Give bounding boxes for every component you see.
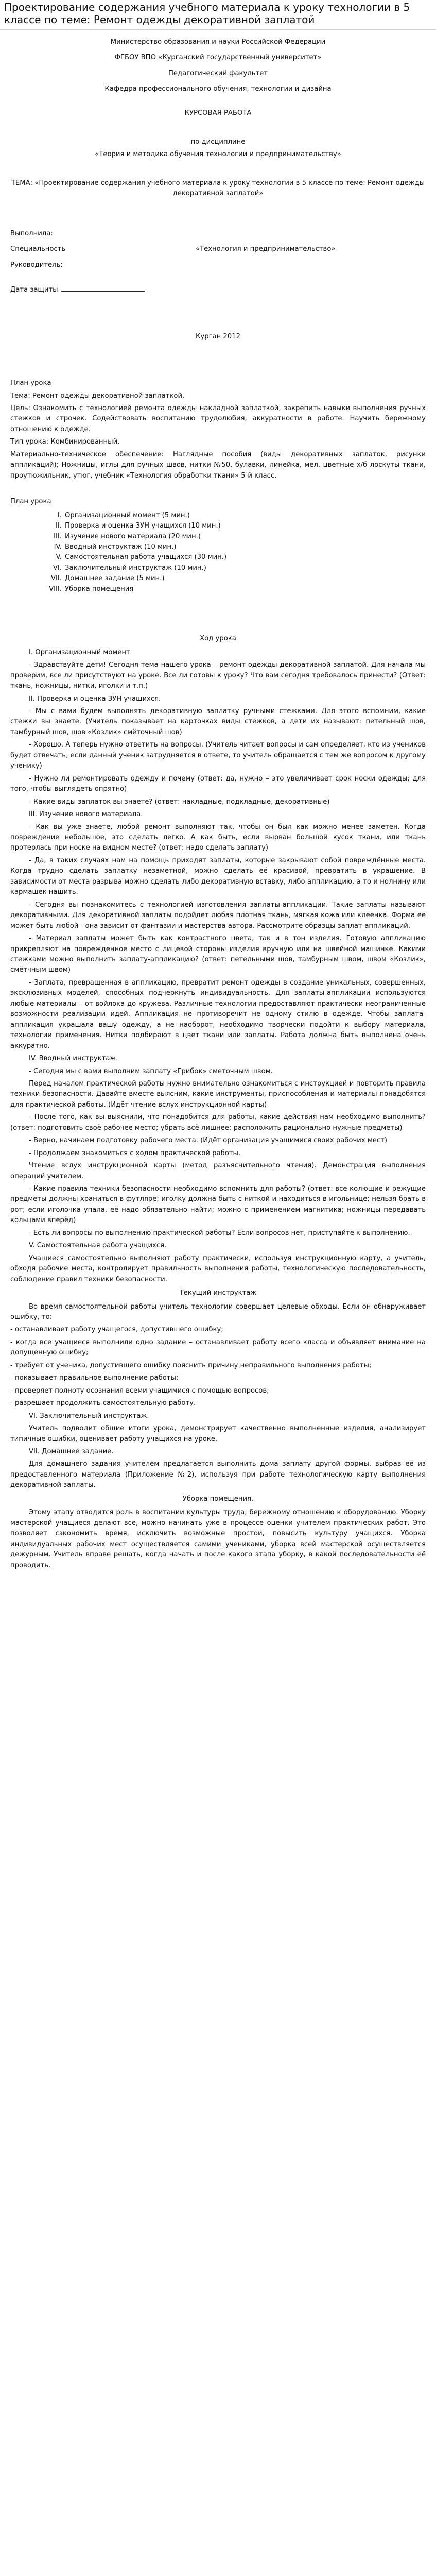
lesson-type: Тип урока: Комбинированный. xyxy=(10,438,120,446)
section-heading: IV. Вводный инструктаж. xyxy=(29,1055,118,1063)
paragraph: - Верно, начинаем подготовку рабочего места. (Идёт организация учащимися своих рабочих мест) xyxy=(29,1137,387,1145)
paragraph: Чтение вслух инструкционной карты (метод разъяснительного чтения). Демонстрация выполнения операций учителем. xyxy=(10,1162,426,1180)
list-item: - проверяет полноту осознания всеми учащимися с помощью вопросов; xyxy=(10,1386,269,1395)
department-name: Кафедра профессионального обучения, технологии и дизайна xyxy=(104,85,332,93)
list-item: VI. Заключительный инструктаж (10 мин.) xyxy=(53,564,206,572)
defense-date-row xyxy=(10,284,426,295)
paragraph: - Хорошо. А теперь нужно ответить на вопросы. (Учитель читает вопросы и сам определяет, кто из учеников будет отвечать, если данный ученик затрудняется в ответе, то учитель обращается с тем же вопросом к другому ученику) xyxy=(10,741,426,770)
plan-list xyxy=(10,511,426,595)
paragraph: Этому этапу отводится роль в воспитании культуры труда, бережному отношению к оборудованию. Уборку мастерской учащиеся делают все, можно начинать уже в процессе оценки учителем практических работ. Это позволяет сэкономить время, исключить возможные простои, повысить культуру учащихся. Уборка индивидуальных рабочих мест осуществляется самими учениками, уборка всей мастерской осуществляется дежурным. Учитель вправе решать, когда начать и после какого этапа уборку, в какой последовательности её проводить. xyxy=(10,1509,426,1569)
plan-section xyxy=(10,497,426,595)
paragraph: - Заплата, превращенная в аппликацию, превратит ремонт одежды в создание уникальных, совершенных, эксклюзивных моделей, способных подчеркнуть индивидуальность. Для заплаты-аппликации используются любые материалы – от войлока до кружева. Различные технологии предоставляют практически неограниченные возможности реализации идей. Аппликация не противоречит не одному стилю в одежде. Чтобы заплата-аппликация украшала вашу одежду, а не наоборот, необходимо творчески подойти к выбору материала, технологии применения. Нитки подбирают в цвет ткани или заплаты. Работа должна быть выполнена очень аккуратно. xyxy=(10,978,426,1050)
specialty-value: «Технология и предпринимательство» xyxy=(196,245,336,253)
paragraph: Перед началом практической работы нужно внимательно ознакомиться с инструкцией и повторить правила техники безопасности. Давайте вместе выясним, какие инструменты, приспособления и материалы понадобятся для практической работы. (Идёт чтение вслух инструкционной карты) xyxy=(10,1079,426,1109)
plan-heading: План урока xyxy=(10,498,51,506)
faculty-name: Педагогический факультет xyxy=(168,69,268,77)
list-item: - требует от ученика, допустившего ошибку пояснить причину неправильного выполнения работы; xyxy=(10,1361,372,1369)
lesson-plan-info xyxy=(10,378,426,481)
paragraph: - Материал заплаты может быть как контрастного цвета, так и в тон изделия. Готовую аппликацию прикрепляют на поврежденное место с лицевой стороны изделия вручную или на швейной машинке. Какими стежками можно выполнить заплату-аппликацию? (ответ: петельными шов, тамбурным швом, швом «Козлик», смётчным швом) xyxy=(10,935,426,974)
supervisor-label: Руководитель: xyxy=(10,261,63,269)
list-item: - разрешает продолжить самостоятельную работу. xyxy=(10,1399,196,1408)
paragraph: - Продолжаем знакомиться с ходом практической работы. xyxy=(29,1149,241,1157)
paragraph: - Сегодня вы познакомитесь с технологией изготовления заплаты-аппликации. Такие заплаты называют декоративными. Для декоративной заплаты подойдет любая плотная ткань, мягкая кожа или клеенка. Форма ее может быть любой - она зависит от фантазии и мастерства автора. Рассмотрите образцы заплат-аппликаций. xyxy=(10,901,426,930)
lesson-course xyxy=(10,634,426,1571)
list-item: - когда все учащиеся выполнили одно задание – останавливает работу всего класса и объявляет внимание на допущенную ошибку; xyxy=(10,1338,426,1357)
section-heading: I. Организационный момент xyxy=(29,648,130,656)
paragraph: - Да, в таких случаях нам на помощь приходят заплаты, которые закрывают собой повреждённые места. Когда трудно сделать заплатку незаметной, можно сделать её красивой, превратить в украшение. В зависимости от места разрыва можно сделать либо декоративную вставку, либо аппликацию, а то и нолнину или кармашек нашить. xyxy=(10,856,426,896)
paragraph: Во время самостоятельной работы учитель технологии совершает целевые обходы. Если он обнаруживает ошибку, то: xyxy=(10,1302,426,1321)
course-heading: Ход урока xyxy=(200,635,236,643)
lesson-goal: Цель: Ознакомить с технологией ремонта одежды накладной заплаткой, закрепить навыки выполнения ручных стежков и строчек. Содействовать воспитанию трудолюбия, аккуратности в работе. Научить бережному отношению к одежде. xyxy=(10,404,426,433)
list-item: III. Изучение нового материала (20 мин.) xyxy=(54,532,201,540)
paragraph: Учитель подводит общие итоги урока, демонстрирует качественно выполненные изделия, анализирует типичные ошибки, оценивает работу учащихся на уроке. xyxy=(10,1425,426,1443)
ministry-name: Министерство образования и науки Российской Федерации xyxy=(110,38,326,46)
section-heading: II. Проверка и оценка ЗУН учащихся. xyxy=(29,694,161,703)
work-type: КУРСОВАЯ РАБОТА xyxy=(184,109,252,117)
paragraph: Для домашнего задания учителем предлагается выполнить дома заплату другой формы, выбрав её из предоставленного материала (Приложение №2), используя при работе технологическую карту выполнения декоративной заплаты. xyxy=(10,1460,426,1489)
subsection-heading: Текущий инструктаж xyxy=(179,1289,257,1297)
section-heading: V. Самостоятельная работа учащихся. xyxy=(29,1242,167,1250)
performed-label: Выполнила: xyxy=(10,229,53,238)
lesson-topic: Тема: Ремонт одежды декоративной заплаткой. xyxy=(10,392,185,400)
defense-date-blank xyxy=(61,284,145,292)
lesson-plan-heading: План урока xyxy=(10,379,51,387)
section-heading: III. Изучение нового материала. xyxy=(29,810,143,819)
list-item: IV. Вводный инструктаж (10 мин.) xyxy=(54,543,177,551)
paragraph: - Нужно ли ремонтировать одежду и почему (ответ: да, нужно – это увеличивает срок носки одежды; для того, чтобы выглядеть опрятно) xyxy=(10,774,426,793)
document-page xyxy=(0,37,436,1571)
paragraph: - Какие правила техники безопасности необходимо вспомнить для работы? (ответ: все колющие и режущие предметы должны храниться в футляре; иголку должна быть с ниткой и находиться в игольнице; нельзя брать в рот; если иголочка упала, её надо обязательно найти; можно с применением магнитика; ножницы передавать кольцами вперёд) xyxy=(10,1185,426,1225)
defense-date-label: Дата защиты xyxy=(10,286,58,294)
paragraph: - Мы с вами будем выполнять декоративную заплатку ручными стежками. Для этого вспомним, какие стежки вы знаете. (Учитель показывает на карточках виды стежков, а дети их называют: петельный шов, тамбурный шов, шов «Козлик» смёточный шов) xyxy=(10,707,426,736)
section-heading: Уборка помещения. xyxy=(182,1495,254,1503)
list-item: - останавливает работу учащегося, допустившего ошибку; xyxy=(10,1326,223,1334)
list-item: - показывает правильное выполнение работы; xyxy=(10,1374,179,1382)
paragraph: - Как вы уже знаете, любой ремонт выполняют так, чтобы он был как можно менее заметен. Когда повреждение небольшое, это сделать легко. А как быть, если вырван большой кусок ткани, или ткань протерлась при носке на видном месте? (ответ: надо сделать заплату) xyxy=(10,823,426,852)
discipline-name: «Теория и методика обучения технологии и предпринимательству» xyxy=(95,150,341,158)
section-heading: VII. Домашнее задание. xyxy=(29,1448,114,1455)
specialty-row xyxy=(10,244,426,255)
specialty-label: Специальность xyxy=(10,245,66,253)
city-year: Курган 2012 xyxy=(196,332,240,341)
paragraph: - Какие виды заплаток вы знаете? (ответ: накладные, подкладные, декоративные) xyxy=(29,798,330,806)
paragraph: - Сегодня мы с вами выполним заплату «Грибок» сметочным швом. xyxy=(29,1067,273,1075)
list-item: I. Организационный момент (5 мин.) xyxy=(57,511,190,519)
list-item: II. Проверка и оценка ЗУН учащихся (10 мин.) xyxy=(56,522,221,530)
paragraph: - После того, как вы выяснили, что понадобится для работы, какие действия нам необходимо выполнить? (ответ: подготовить своё рабочее место; убрать всё лишнее; расположить рационально нужные предметы) xyxy=(10,1113,426,1132)
section-heading: VI. Заключительный инструктаж. xyxy=(29,1412,149,1420)
document-title: Проектирование содержания учебного материала к уроку технологии в 5 классе по теме: Ремонт одежды декоративной заплатой xyxy=(4,1,410,26)
document-header xyxy=(0,0,436,30)
paragraph: Учащиеся самостоятельно выполняют работу практически, используя инструкционную карту, а учитель, обходя рабочие места, контролирует правильность выполнения работы, технологическую последовательность, соблюдение правил техники безопасности. xyxy=(10,1254,426,1283)
list-item: V. Самостоятельная работа учащихся (30 мин.) xyxy=(56,553,227,562)
paragraph: - Здравствуйте дети! Сегодня тема нашего урока – ремонт одежды декоративной заплатой. Для начала мы проверим, все ли присутствуют на уроке. Все ли готовы к уроку? Что вам сегодня требовалось принести? (Ответ: ткань, ножницы, нитки, иголки и т.п.) xyxy=(10,661,426,690)
work-topic: ТЕМА: «Проектирование содержания учебного материала к уроку технологии в 5 классе по теме: Ремонт одежды декоративной заплатой» xyxy=(11,179,425,198)
discipline-label: по дисциплине xyxy=(190,138,246,146)
university-name: ФГБОУ ВПО «Курганский государственный университет» xyxy=(114,54,322,62)
list-item: VII. Домашнее задание (5 мин.) xyxy=(51,574,165,583)
list-item: VIII. Уборка помещения xyxy=(49,585,134,593)
paragraph: - Есть ли вопросы по выполнению практической работы? Если вопросов нет, приступайте к выполнению. xyxy=(29,1229,410,1237)
lesson-equipment: Материально-техническое обеспечение: Наглядные пособия (виды декоративных заплаток, рисунки аппликаций); Ножницы, иглы для ручных швов, нитки №50, булавки, линейка, мел, цветные х/б лоскуты ткани, проутюжильник, утюг, учебник «Технология обработки ткани» 5-й класс. xyxy=(10,450,426,480)
title-page xyxy=(10,37,426,342)
